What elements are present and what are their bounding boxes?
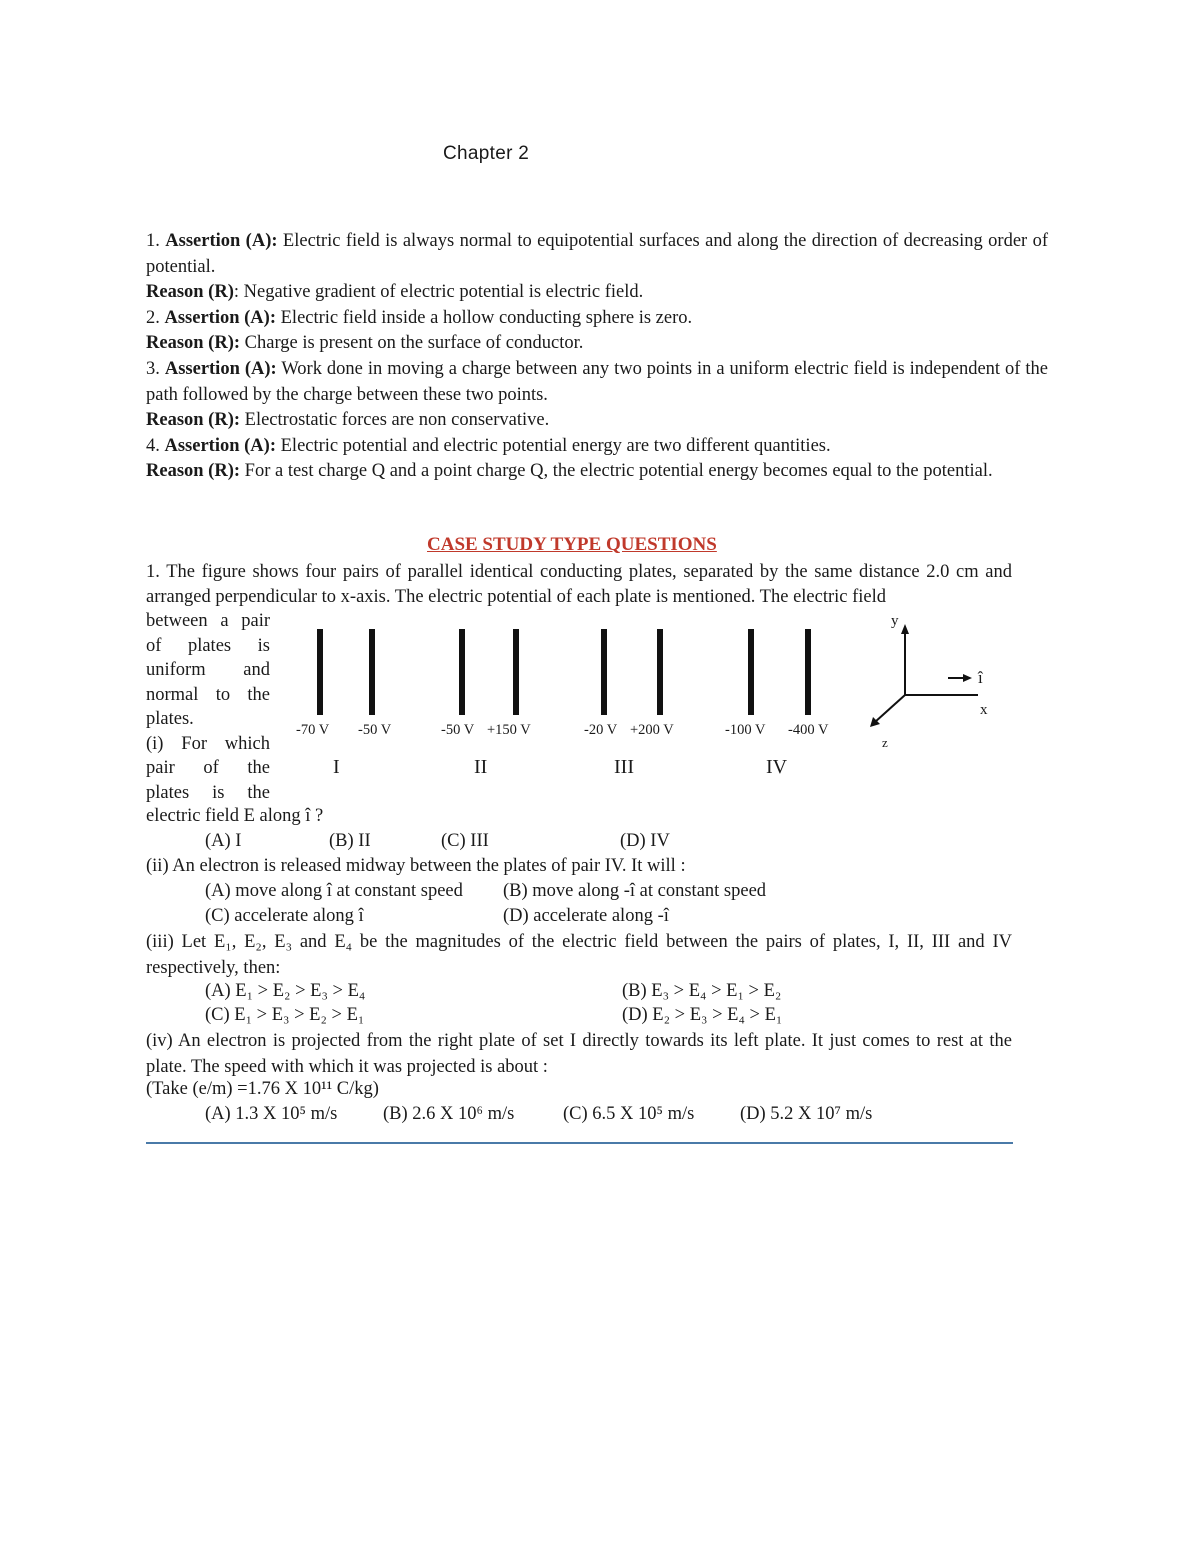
option: (A) I — [205, 831, 242, 851]
left-col-line: plates. — [146, 709, 194, 729]
option: (A) 1.3 X 10⁵ m/s — [205, 1104, 338, 1124]
axis-z-label: z — [882, 735, 888, 750]
plate-III-right — [657, 629, 663, 715]
reason-1: Reason (R): Negative gradient of electric potential is electric field. — [146, 282, 644, 302]
page-title: Chapter 2 — [443, 143, 530, 164]
axes-diagram — [860, 610, 1010, 750]
z-axis — [875, 695, 905, 722]
plate-IV-right — [805, 629, 811, 715]
option: (A) move along î at constant speed — [205, 881, 463, 901]
plate-IV-left — [748, 629, 754, 715]
question-iii: (iii) Let E₁, E₂, E₃ and E₄ be the magnitudes of the electric field between the pairs of plates, I, II, III and IV respectively, then: — [146, 932, 1012, 978]
axis-x-label: x — [980, 702, 988, 718]
case1-intro: 1. The figure shows four pairs of parallel identical conducting plates, separated by the same distance 2.0 cm and arranged perpendicular to x-axis. The electric potential of each plate is mentioned. The electric field — [146, 562, 1012, 607]
pair-label: II — [474, 756, 488, 778]
plate-I-left — [317, 629, 323, 715]
assertion-4: 4. Assertion (A): Electric potential and electric potential energy are two different quantities. — [146, 436, 831, 456]
plate-potential: -70 V — [296, 722, 330, 738]
option: (D) E₂ > E₃ > E₄ > E₁ — [622, 1005, 783, 1025]
y-arrow-icon — [901, 624, 909, 634]
option: (C) III — [441, 831, 489, 851]
option: (C) accelerate along î — [205, 906, 364, 926]
reason-3: Reason (R): Electrostatic forces are non conservative. — [146, 410, 550, 430]
assertion-1: 1. Assertion (A): Electric field is always normal to equipotential surfaces and along the direction of decreasing order of potential. — [146, 231, 1048, 277]
unit-vector-label: î — [978, 668, 983, 687]
option: (A) E₁ > E₂ > E₃ > E₄ — [205, 981, 366, 1001]
left-col-line: pair of the — [146, 758, 270, 778]
left-col-line: of plates is — [146, 635, 270, 656]
plate-potential: +200 V — [630, 722, 674, 738]
option: (D) 5.2 X 10⁷ m/s — [740, 1104, 873, 1124]
option: (B) move along -î at constant speed — [503, 881, 767, 901]
unit-vector-arrow-icon — [963, 674, 972, 682]
reason-4: Reason (R): For a test charge Q and a point charge Q, the electric potential energy becomes equal to the potential. — [146, 461, 993, 481]
option: (B) E₃ > E₄ > E₁ > E₂ — [622, 981, 782, 1001]
option: (B) II — [329, 831, 371, 851]
option: (C) E₁ > E₃ > E₂ > E₁ — [205, 1005, 365, 1025]
question-ii: (ii) An electron is released midway between the plates of pair IV. It will : — [146, 856, 686, 876]
question-iv: (iv) An electron is projected from the right plate of set I directly towards its left plate. It just comes to rest at the plate. The speed with which it was projected is about : — [146, 1031, 1012, 1077]
option: (B) 2.6 X 10⁶ m/s — [383, 1104, 515, 1124]
option: (D) IV — [620, 831, 670, 851]
option: (D) accelerate along -î — [503, 906, 669, 926]
pair-label: I — [333, 756, 340, 778]
plate-I-right — [369, 629, 375, 715]
plate-potential: -100 V — [725, 722, 766, 738]
plate-potential: +150 V — [487, 722, 531, 738]
case1-left-column — [146, 609, 270, 805]
case-study-heading: CASE STUDY TYPE QUESTIONS — [427, 534, 717, 555]
plate-potential: -50 V — [358, 722, 392, 738]
axis-y-label: y — [891, 613, 899, 629]
left-col-line: (i) For which — [146, 733, 270, 754]
reason-2: Reason (R): Charge is present on the surface of conductor. — [146, 333, 584, 353]
pair-label: III — [614, 756, 634, 778]
left-col-line: between a pair — [146, 611, 270, 631]
left-col-line: plates is the — [146, 782, 270, 803]
plate-potential: -400 V — [788, 722, 829, 738]
assertion-3: 3. Assertion (A): Work done in moving a charge between any two points in a uniform electric field is independent of the path followed by the charge between these two points. — [146, 359, 1048, 405]
section-divider — [146, 1142, 1013, 1144]
plate-II-left — [459, 629, 465, 715]
q1-tail: electric field E along î ? — [146, 806, 324, 826]
option: (C) 6.5 X 10⁵ m/s — [563, 1104, 695, 1124]
pair-label: IV — [766, 756, 788, 778]
assertion-2: 2. Assertion (A): Electric field inside a hollow conducting sphere is zero. — [146, 308, 693, 328]
plate-potential: -50 V — [441, 722, 475, 738]
left-col-line: uniform and — [146, 660, 270, 680]
plate-potential: -20 V — [584, 722, 618, 738]
plate-III-left — [601, 629, 607, 715]
question-iv-take: (Take (e/m) =1.76 X 10¹¹ C/kg) — [146, 1079, 379, 1099]
left-col-line: normal to the — [146, 684, 270, 705]
plate-II-right — [513, 629, 519, 715]
